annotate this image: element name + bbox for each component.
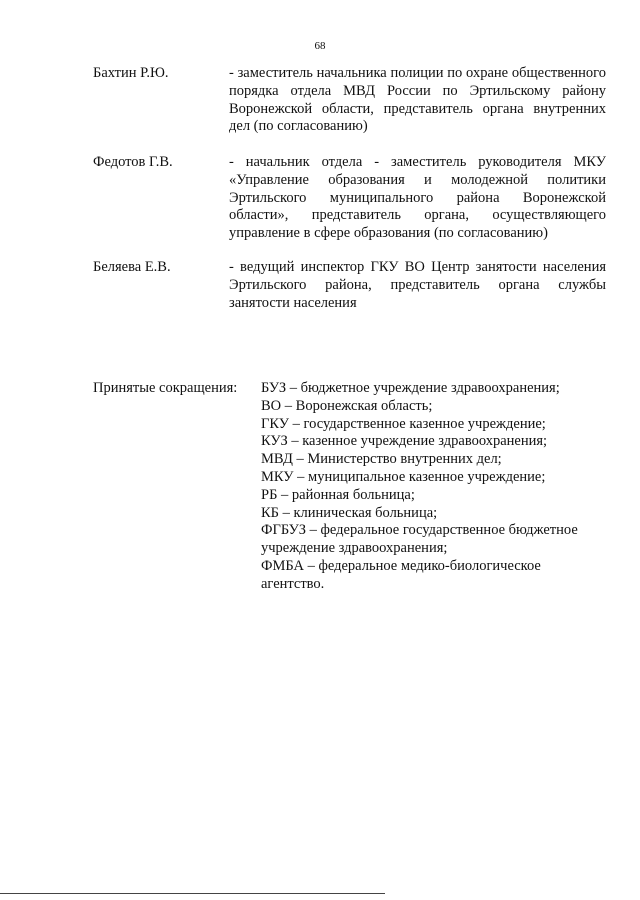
member-description: - начальник отдела - заместитель руководителя МКУ «Управление образования и молодежной политики Эртильского муниципального района Воронежской области», представитель органа, осуществляющего управление в сфере образования (по согласованию) xyxy=(229,154,606,242)
member-description: - заместитель начальника полиции по охране общественного порядка отдела МВД России по Эртильскому району Воронежской области, представитель органа внутренних дел (по согласованию) xyxy=(229,65,606,135)
abbreviation-item: МКУ – муниципальное казенное учреждение; xyxy=(261,468,546,485)
abbreviation-item: ВО – Воронежская область; xyxy=(261,397,433,414)
page-number: 68 xyxy=(314,40,326,52)
abbreviation-item: ГКУ – государственное казенное учреждение; xyxy=(261,415,546,432)
abbreviation-item: КБ – клиническая больница; xyxy=(261,504,438,521)
member-name: Беляева Е.В. xyxy=(93,259,171,275)
member-name: Федотов Г.В. xyxy=(93,154,173,170)
abbreviation-item: ФГБУЗ – федеральное государственное бюджетное учреждение здравоохранения; xyxy=(261,522,578,557)
abbreviations-label: Принятые сокращения: xyxy=(93,380,238,396)
footer-divider xyxy=(0,893,385,894)
member-description: - ведущий инспектор ГКУ ВО Центр занятости населения Эртильского района, представитель органа службы занятости населения xyxy=(229,259,606,311)
abbreviation-item: РБ – районная больница; xyxy=(261,486,415,503)
abbreviation-item: МВД – Министерство внутренних дел; xyxy=(261,451,502,468)
abbreviation-item: БУЗ – бюджетное учреждение здравоохранения; xyxy=(261,380,560,396)
member-name: Бахтин Р.Ю. xyxy=(93,65,169,81)
abbreviation-item: ФМБА – федеральное медико-биологическое агентство. xyxy=(261,557,541,592)
abbreviations-list xyxy=(261,380,606,594)
abbreviation-item: КУЗ – казенное учреждение здравоохранения; xyxy=(261,433,548,450)
